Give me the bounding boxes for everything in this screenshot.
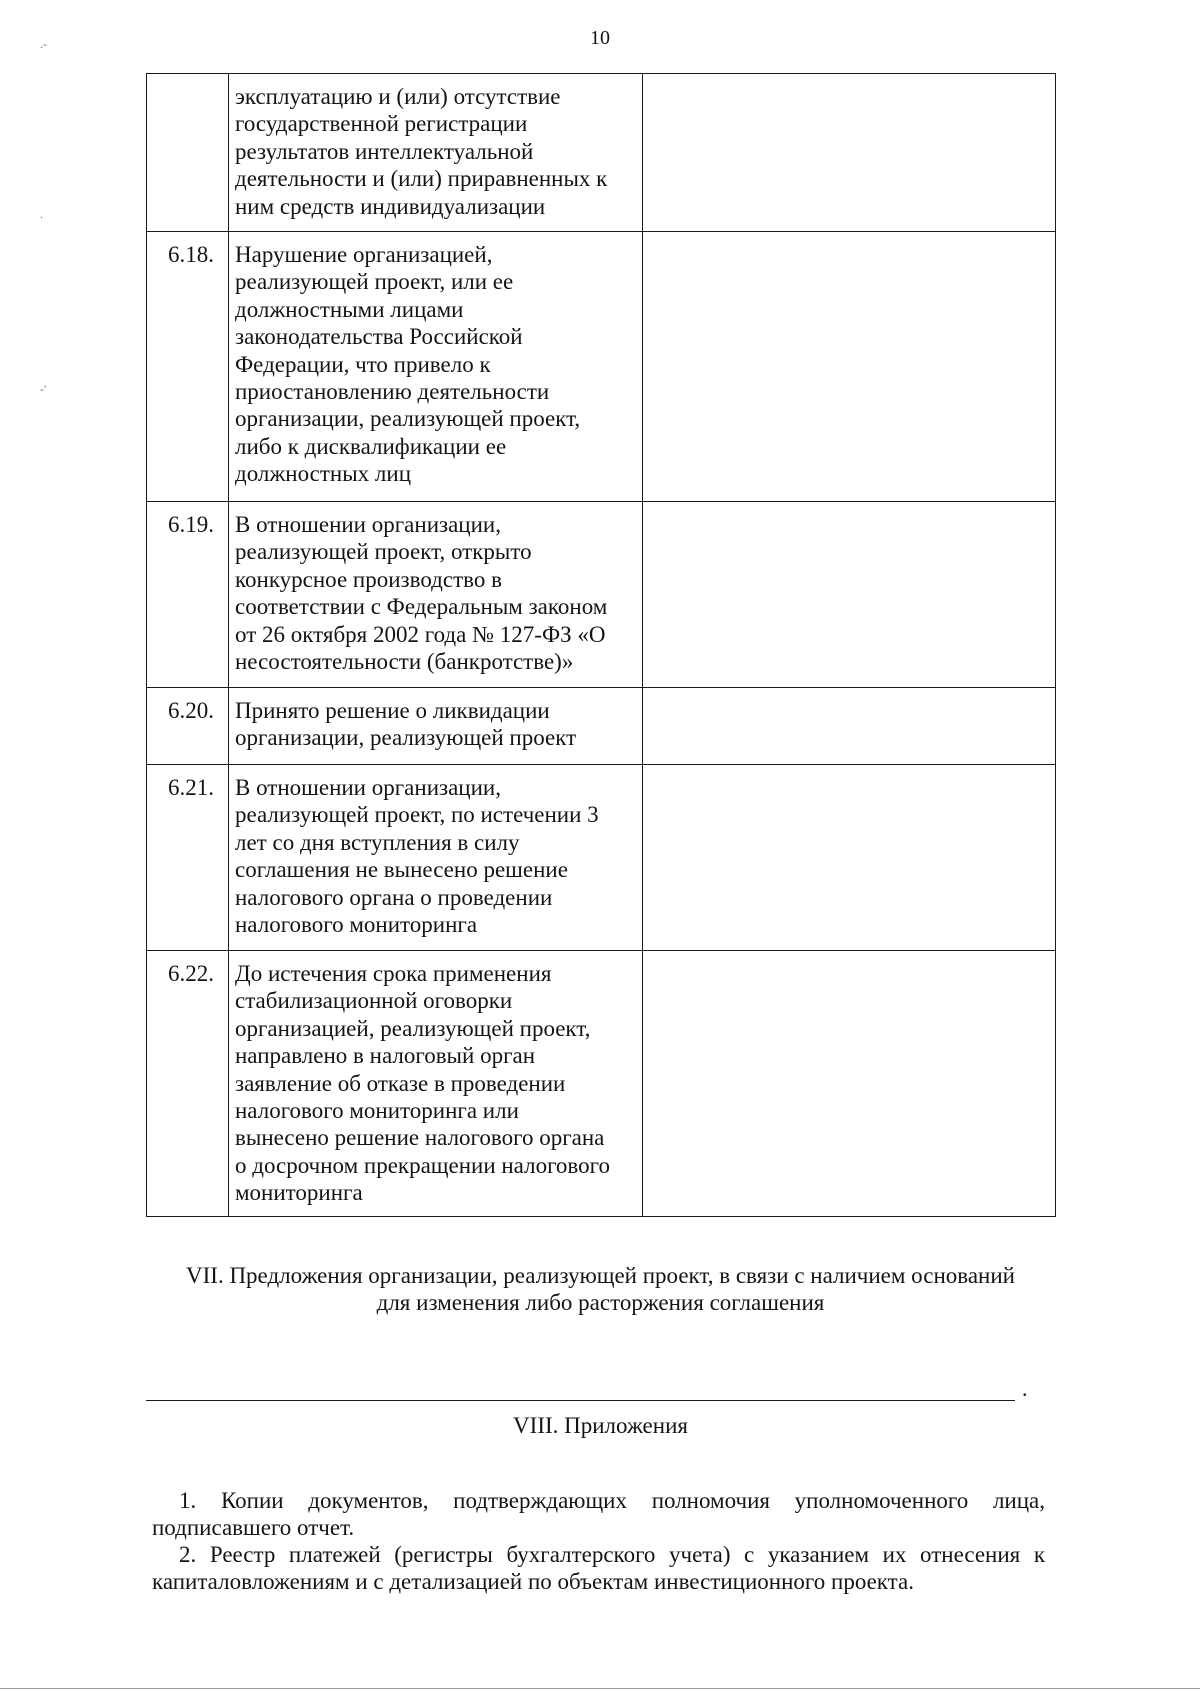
page-number: 10 — [590, 27, 610, 49]
proposal-blank-line[interactable] — [146, 1400, 1015, 1401]
row-value-cell[interactable] — [643, 688, 1056, 765]
section8-title: VIII. Приложения — [513, 1413, 688, 1438]
table-row — [147, 232, 1056, 502]
period-mark: . — [1022, 1376, 1028, 1401]
appendix-item: 1. Копии документов, подтверждающих полномочия уполномоченного лица, подписавшего отчет. — [152, 1488, 1045, 1540]
row-number: 6.18. — [147, 232, 229, 502]
table-row — [147, 688, 1056, 765]
page-bottom-edge — [0, 1688, 1200, 1689]
row-description — [229, 502, 643, 688]
row-number: 6.19. — [147, 502, 229, 688]
row-description-text: Принято решение о ликвидации организации, реализующей проект — [235, 698, 577, 751]
table-row — [147, 502, 1056, 688]
table-row — [147, 951, 1056, 1217]
row-description-text: Нарушение организацией, реализующей проект, или ее должностными лицами законодательства Российской Федерации, что привело к приостановлению деятельности организации, реализующей проект, либо к дисквалификации ее должностных лиц — [235, 242, 581, 487]
row-value-cell[interactable] — [643, 502, 1056, 688]
margin-mark: . — [40, 207, 43, 221]
row-description-text: До истечения срока применения стабилизационной оговорки организацией, реализующей проект, направлено в налоговый орган заявление об отказе в проведении налогового мониторинга или вынесено решение налогового органа о досрочном прекращении налогового мониторинга — [235, 961, 610, 1206]
row-value-cell[interactable] — [643, 232, 1056, 502]
section7-title-line2: для изменения либо расторжения соглашения — [376, 1290, 825, 1315]
row-description — [229, 74, 643, 232]
criteria-table — [146, 73, 1056, 1217]
row-value-cell[interactable] — [643, 951, 1056, 1217]
margin-mark: .- — [40, 37, 47, 51]
row-number: 6.21. — [147, 765, 229, 951]
section7-title-line1: VII. Предложения организации, реализующей проект, в связи с наличием оснований — [186, 1263, 1015, 1288]
row-value-cell[interactable] — [643, 765, 1056, 951]
row-description — [229, 951, 643, 1217]
row-value-cell[interactable] — [643, 74, 1056, 232]
row-description — [229, 688, 643, 765]
row-description — [229, 765, 643, 951]
row-number — [147, 74, 229, 232]
appendix-item: 2. Реестр платежей (регистры бухгалтерского учета) с указанием их отнесения к капиталовложениям и с детализацией по объектам инвестиционного проекта. — [152, 1542, 1045, 1594]
margin-mark: -' — [40, 382, 47, 396]
table-row — [147, 74, 1056, 232]
row-description-text: эксплуатацию и (или) отсутствие государственной регистрации результатов интеллектуальной деятельности и (или) приравненных к ним средств индивидуализации — [235, 84, 608, 219]
row-number: 6.22. — [147, 951, 229, 1217]
row-description-text: В отношении организации, реализующей проект, открыто конкурсное производство в соответствии с Федеральным законом от 26 октября 2002 года № 127-ФЗ «О несостоятельности (банкротстве)» — [235, 512, 608, 675]
table-row — [147, 765, 1056, 951]
row-description-text: В отношении организации, реализующей проект, по истечении 3 лет со дня вступления в силу соглашения не вынесено решение налогового органа о проведении налогового мониторинга — [235, 775, 599, 938]
row-description — [229, 232, 643, 502]
row-number: 6.20. — [147, 688, 229, 765]
